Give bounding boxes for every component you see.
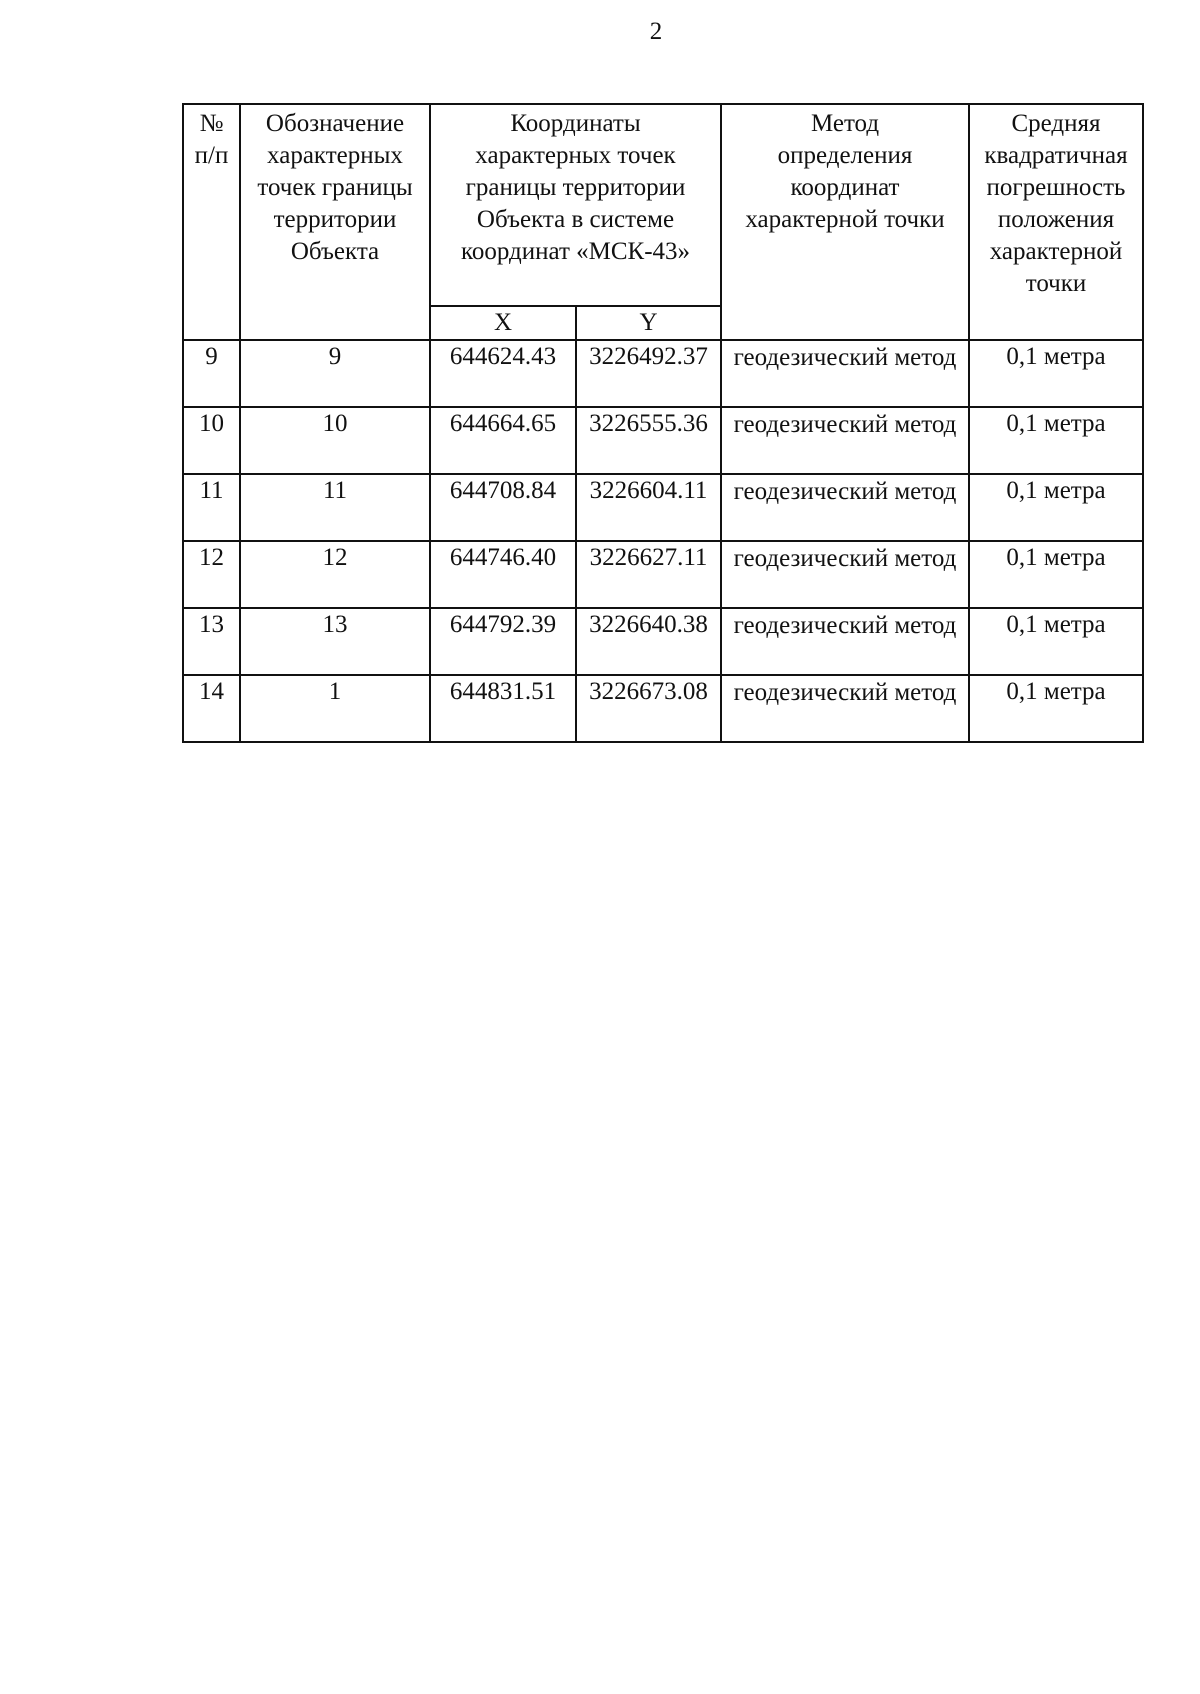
coordinate-x-cell: 644746.40 [430,541,576,608]
table-row [183,407,1143,474]
point-designation-cell: 13 [240,608,430,675]
row-number-cell: 12 [183,541,240,608]
coordinate-x-cell: 644708.84 [430,474,576,541]
method-cell: геодезический метод [721,675,969,742]
page-number: 2 [649,18,663,45]
table-row [183,474,1143,541]
coordinate-y-cell: 3226492.37 [576,340,721,407]
point-designation-cell: 10 [240,407,430,474]
coordinate-x-cell: 644664.65 [430,407,576,474]
error-cell: 0,1 метра [969,340,1143,407]
error-cell: 0,1 метра [969,675,1143,742]
header-row [183,104,1143,306]
method-cell: геодезический метод [721,608,969,675]
row-number-cell: 10 [183,407,240,474]
coordinate-x-cell: 644792.39 [430,608,576,675]
table-row [183,541,1143,608]
header-num: № п/п [183,104,240,340]
coordinate-y-cell: 3226640.38 [576,608,721,675]
coordinates-table [182,103,1144,743]
point-designation-cell: 12 [240,541,430,608]
header-designation: Обозначение характерных точек границы территории Объекта [240,104,430,340]
method-cell: геодезический метод [721,340,969,407]
error-cell: 0,1 метра [969,541,1143,608]
header-error: Средняя квадратичная погрешность положения характерной точки [969,104,1143,340]
coordinate-y-cell: 3226673.08 [576,675,721,742]
coordinate-x-cell: 644831.51 [430,675,576,742]
coordinate-y-cell: 3226555.36 [576,407,721,474]
point-designation-cell: 1 [240,675,430,742]
row-number-cell: 9 [183,340,240,407]
coordinate-y-cell: 3226627.11 [576,541,721,608]
header-method: Метод определения координат характерной точки [721,104,969,340]
point-designation-cell: 11 [240,474,430,541]
error-cell: 0,1 метра [969,474,1143,541]
header-x: X [430,306,576,340]
coordinate-y-cell: 3226604.11 [576,474,721,541]
point-designation-cell: 9 [240,340,430,407]
header-coordinates: Координаты характерных точек границы территории Объекта в системе координат «МСК-43» [430,104,721,306]
method-cell: геодезический метод [721,407,969,474]
table-row [183,340,1143,407]
table-row [183,675,1143,742]
error-cell: 0,1 метра [969,608,1143,675]
header-y: Y [576,306,721,340]
row-number-cell: 13 [183,608,240,675]
error-cell: 0,1 метра [969,407,1143,474]
row-number-cell: 14 [183,675,240,742]
method-cell: геодезический метод [721,541,969,608]
table-row [183,608,1143,675]
table-body [183,104,1143,742]
coordinate-x-cell: 644624.43 [430,340,576,407]
method-cell: геодезический метод [721,474,969,541]
row-number-cell: 11 [183,474,240,541]
